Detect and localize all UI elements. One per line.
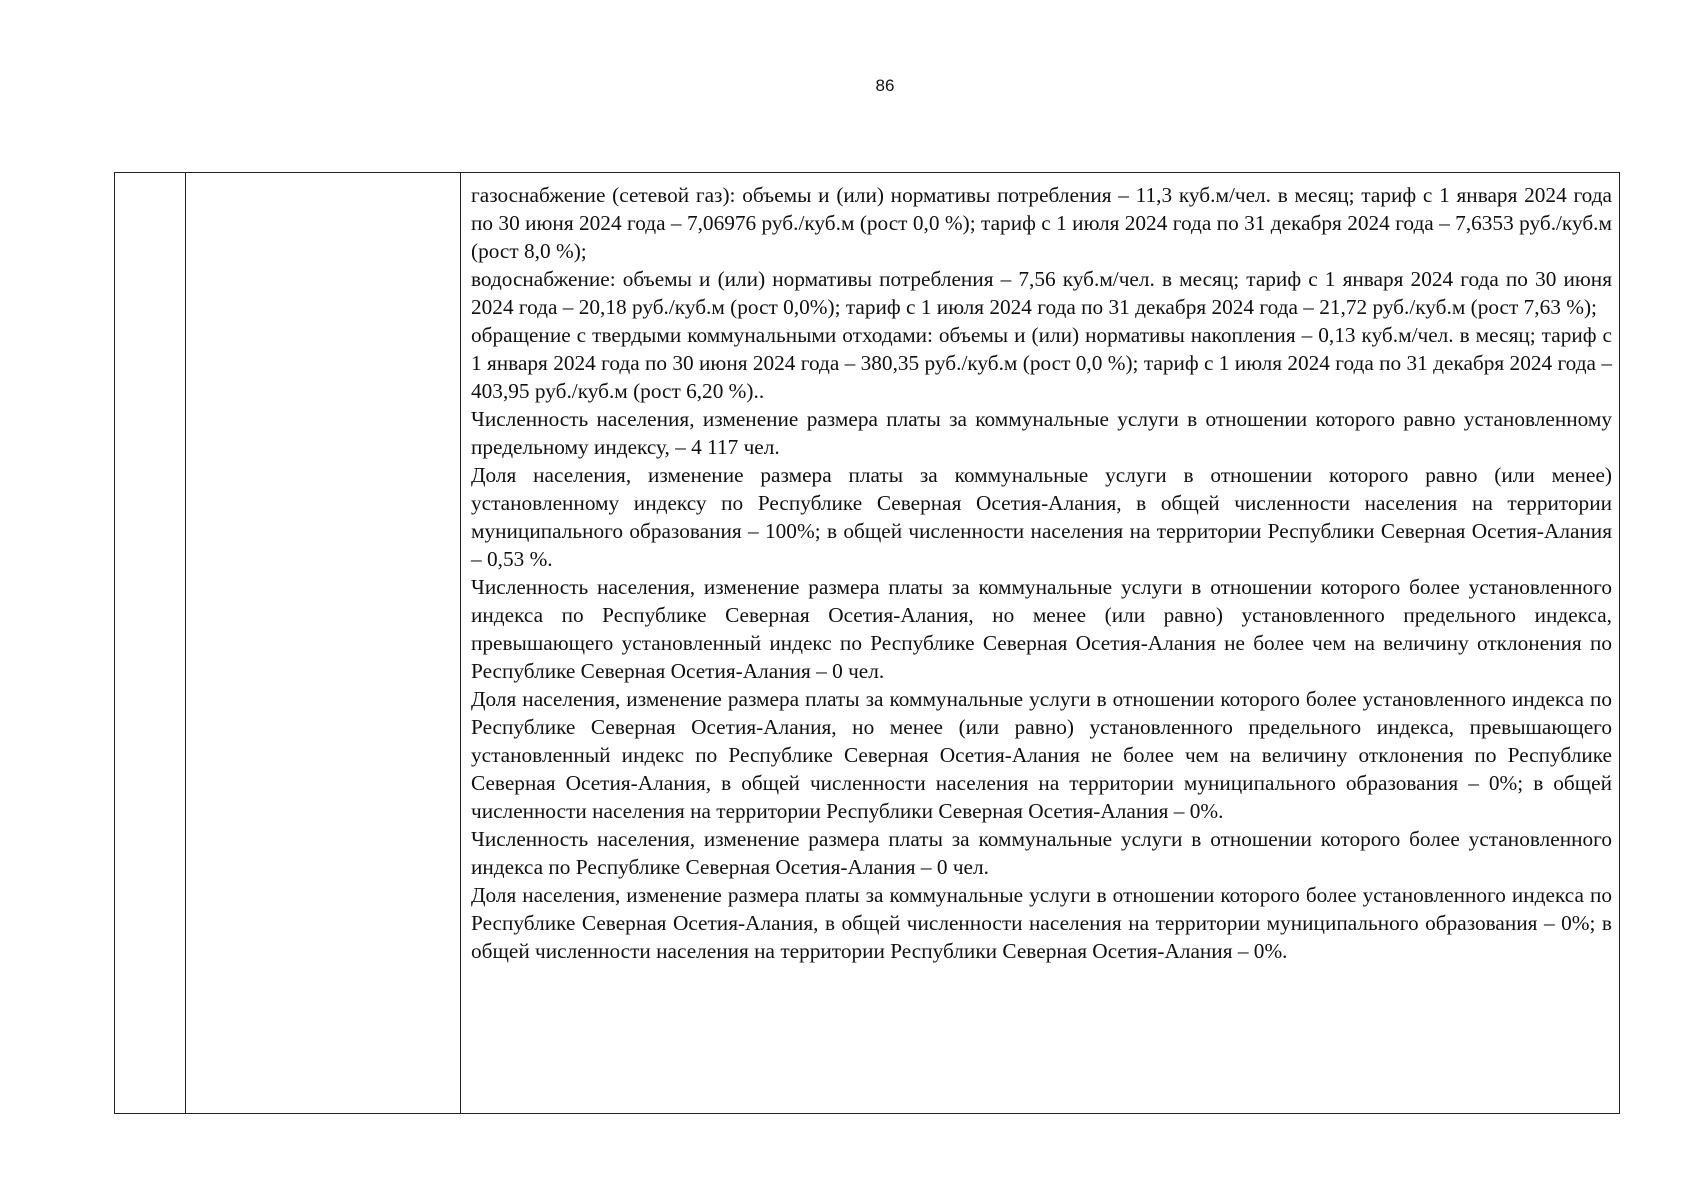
paragraph-population-over-index: Численность населения, изменение размера платы за коммунальные услуги в отношении которого более установленного индекса по Республике Северная Осетия-Алания – 0 чел. <box>471 827 1612 879</box>
table-cell-indicator <box>186 173 461 1114</box>
table-cell-number <box>115 173 186 1114</box>
page-number: 86 <box>875 76 895 95</box>
paragraph-water-supply: водоснабжение: объемы и (или) нормативы потребления – 7,56 куб.м/чел. в месяц; тариф с 1 января 2024 года по 30 июня 2024 года – 20,18 руб./куб.м (рост 0,0%); тариф с 1 июля 2024 года по 31 декабря 2024 года – 21,72 руб./куб.м (рост 7,63 %); <box>471 267 1612 319</box>
document-table <box>114 172 1620 1114</box>
paragraph-population-above-index: Численность населения, изменение размера платы за коммунальные услуги в отношении которого более установленного индекса по Республике Северная Осетия-Алания, но менее (или равно) установленного предельного индекса, превышающего установленный индекс по Республике Северная Осетия-Алания не более чем на величину отклонения по Республике Северная Осетия-Алания – 0 чел. <box>471 575 1612 683</box>
paragraph-share-above-index: Доля населения, изменение размера платы за коммунальные услуги в отношении которого более установленного индекса по Республике Северная Осетия-Алания, но менее (или равно) установленного предельного индекса, превышающего установленный индекс по Республике Северная Осетия-Алания не более чем на величину отклонения по Республике Северная Осетия-Алания, в общей численности населения на территории муниципального образования – 0%; в общей численности населения на территории Республики Северная Осетия-Алания – 0%. <box>471 687 1612 823</box>
paragraph-solid-waste: обращение с твердыми коммунальными отходами: объемы и (или) нормативы накопления – 0,13 куб.м/чел. в месяц; тариф с 1 января 2024 года по 30 июня 2024 года – 380,35 руб./куб.м (рост 0,0 %); тариф с 1 июля 2024 года по 31 декабря 2024 года – 403,95 руб./куб.м (рост 6,20 %).. <box>471 323 1612 403</box>
table-cell-content <box>461 173 1620 1114</box>
table-row <box>115 173 1620 1114</box>
paragraph-share-over-index: Доля населения, изменение размера платы за коммунальные услуги в отношении которого более установленного индекса по Республике Северная Осетия-Алания, в общей численности населения на территории муниципального образования – 0%; в общей численности населения на территории Республики Северная Осетия-Алания – 0%. <box>471 883 1612 963</box>
paragraph-gas-supply: газоснабжение (сетевой газ): объемы и (или) нормативы потребления – 11,3 куб.м/чел. в месяц; тариф с 1 января 2024 года по 30 июня 2024 года – 7,06976 руб./куб.м (рост 0,0 %); тариф с 1 июля 2024 года по 31 декабря 2024 года – 7,6353 руб./куб.м (рост 8,0 %); <box>471 183 1612 263</box>
paragraph-share-equal-index: Доля населения, изменение размера платы за коммунальные услуги в отношении которого равно (или менее) установленному индексу по Республике Северная Осетия-Алания, в общей численности населения на территории муниципального образования – 100%; в общей численности населения на территории Республики Северная Осетия-Алания – 0,53 %. <box>471 463 1612 571</box>
paragraph-population-equal-index: Численность населения, изменение размера платы за коммунальные услуги в отношении которого равно установленному предельному индексу, – 4 117 чел. <box>471 407 1612 459</box>
